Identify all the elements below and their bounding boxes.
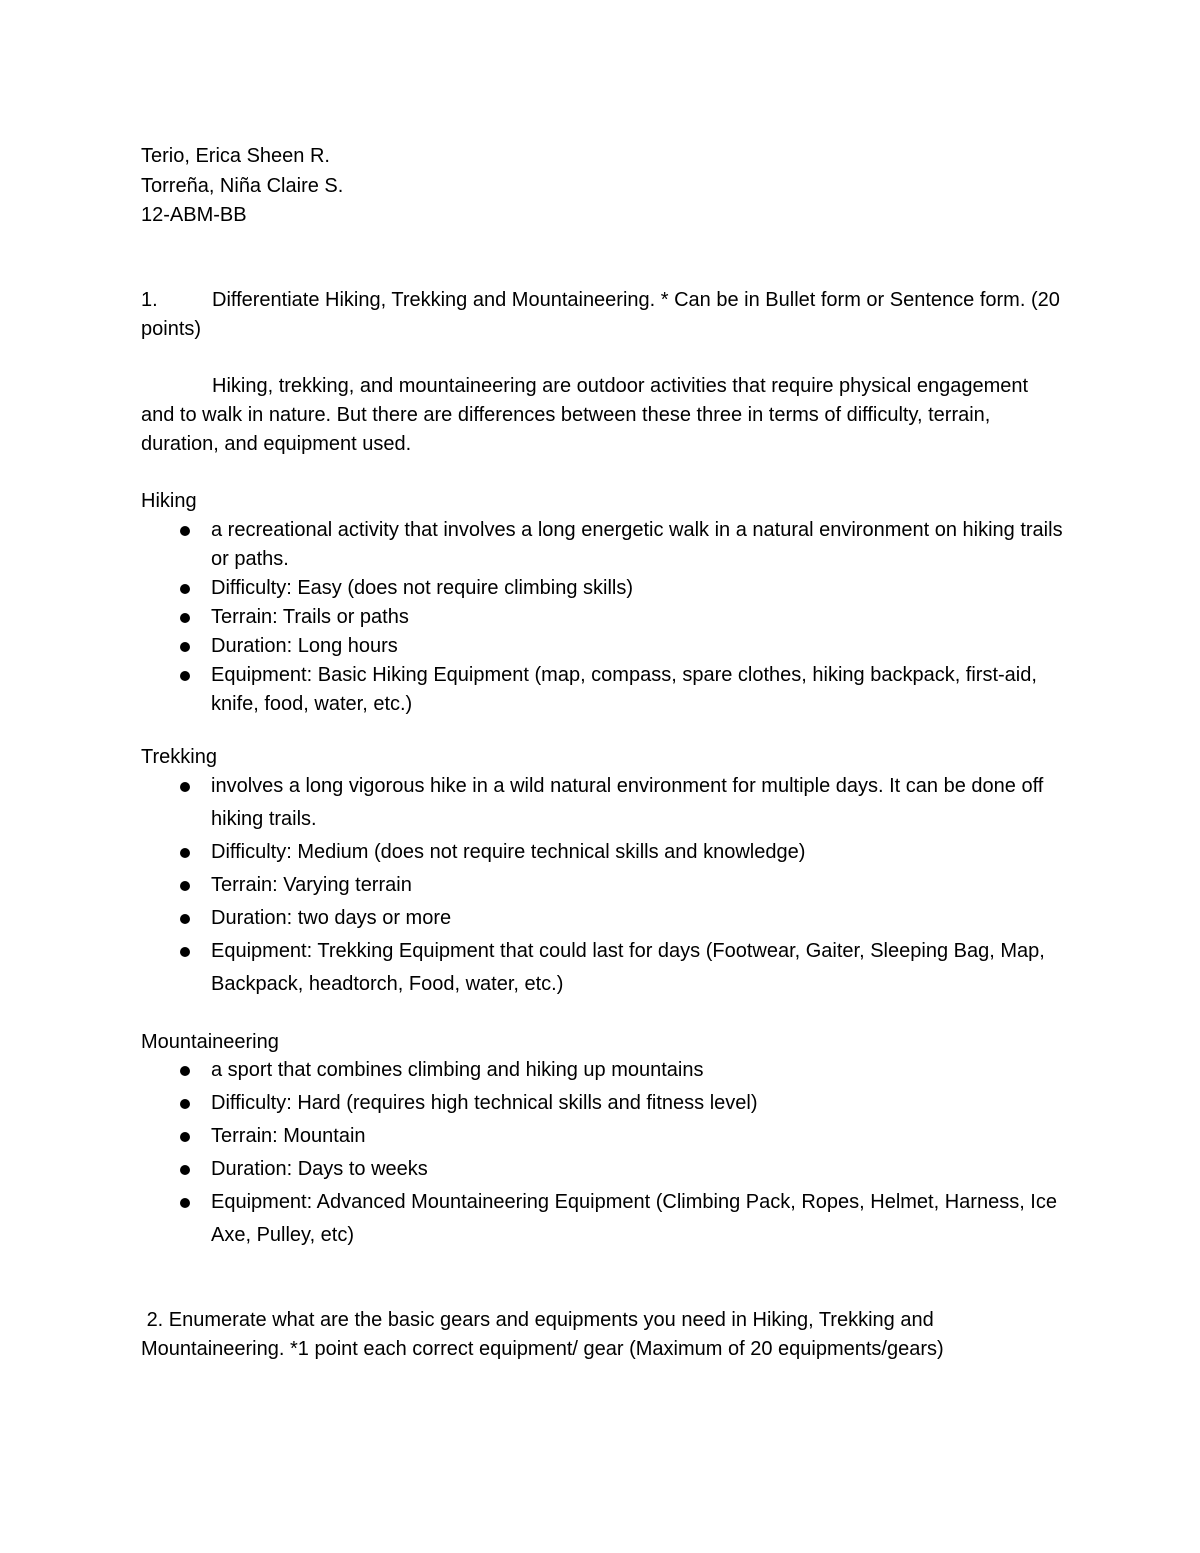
intro-paragraph xyxy=(141,372,1061,459)
heading-trekking: Trekking xyxy=(141,746,217,768)
list-item: involves a long vigorous hike in a wild natural environment for multiple days. It can be done off hiking trails. xyxy=(176,770,1071,836)
list-item: Terrain: Varying terrain xyxy=(176,869,1071,902)
bullet-icon xyxy=(180,1198,190,1208)
bullet-icon xyxy=(180,782,190,792)
list-item: a sport that combines climbing and hiking up mountains xyxy=(176,1054,1071,1087)
list-item: Equipment: Advanced Mountaineering Equipment (Climbing Pack, Ropes, Helmet, Harness, Ice Axe, Pulley, etc) xyxy=(176,1186,1071,1252)
bullet-icon xyxy=(180,642,190,652)
question-2: 2. Enumerate what are the basic gears and equipments you need in Hiking, Trekking and Mountaineering. *1 point each correct equipment/ gear (Maximum of 20 equipments/gears) xyxy=(141,1309,944,1360)
list-item: Duration: two days or more xyxy=(176,902,1071,935)
class-section: 12-ABM-BB xyxy=(141,204,247,226)
list-item: Difficulty: Hard (requires high technical skills and fitness level) xyxy=(176,1087,1071,1120)
list-item: Duration: Days to weeks xyxy=(176,1153,1071,1186)
student-name-2: Torreña, Niña Claire S. xyxy=(141,175,344,197)
bullet-icon xyxy=(180,671,190,681)
bullet-icon xyxy=(180,914,190,924)
bullet-icon xyxy=(180,947,190,957)
bullet-icon xyxy=(180,1132,190,1142)
intro-text: Hiking, trekking, and mountaineering are outdoor activities that require physical engagement and to walk in nature. But there are differences between these three in terms of difficulty, terrain, duration, and equipment used. xyxy=(141,375,1029,455)
list-item: Terrain: Mountain xyxy=(176,1120,1071,1153)
heading-hiking: Hiking xyxy=(141,490,197,512)
list-item: a recreational activity that involves a long energetic walk in a natural environment on hiking trails or paths. xyxy=(176,516,1071,574)
list-item: Duration: Long hours xyxy=(176,632,1071,661)
bullet-icon xyxy=(180,848,190,858)
question-1-text: Differentiate Hiking, Trekking and Mountaineering. * Can be in Bullet form or Sentence form. (20 points) xyxy=(141,289,1060,340)
bullet-icon xyxy=(180,613,190,623)
student-name-1: Terio, Erica Sheen R. xyxy=(141,145,330,167)
list-item: Difficulty: Medium (does not require technical skills and knowledge) xyxy=(176,836,1071,869)
heading-mountaineering: Mountaineering xyxy=(141,1031,279,1053)
trekking-list xyxy=(176,770,1071,1001)
list-item: Terrain: Trails or paths xyxy=(176,603,1071,632)
list-item: Equipment: Basic Hiking Equipment (map, compass, spare clothes, hiking backpack, first-aid, knife, food, water, etc.) xyxy=(176,661,1071,719)
question-1-number: 1. xyxy=(141,289,158,311)
bullet-icon xyxy=(180,584,190,594)
bullet-icon xyxy=(180,1099,190,1109)
hiking-list xyxy=(176,516,1071,719)
question-1 xyxy=(141,286,1061,344)
list-item: Equipment: Trekking Equipment that could last for days (Footwear, Gaiter, Sleeping Bag, Map, Backpack, headtorch, Food, water, etc.) xyxy=(176,935,1071,1001)
bullet-icon xyxy=(180,881,190,891)
bullet-icon xyxy=(180,1066,190,1076)
bullet-icon xyxy=(180,1165,190,1175)
list-item: Difficulty: Easy (does not require climbing skills) xyxy=(176,574,1071,603)
mountaineering-list xyxy=(176,1054,1071,1252)
bullet-icon xyxy=(180,526,190,536)
